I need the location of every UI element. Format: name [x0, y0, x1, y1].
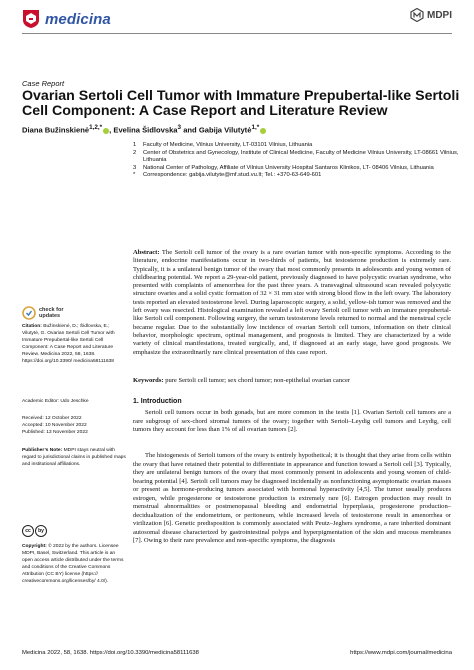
publisher-note-label: Publisher’s Note: [22, 448, 63, 453]
citation-text: Bužinskienė, D.; Šidlovska, E.; Vilutytė, G. Ovarian Sertoli Cell Tumor with Immature Prepubertal-like Sertoli Cell Component: A Case Report and Literature Review. Medicina 2022, 58, 1638. https://doi.org/10.3390/ medicina58111638 [22, 324, 115, 364]
intro-paragraph: Sertoli cell tumors occur in both gonads, but are more common in the testis [1]. Ovarian Sertoli cell tumors are a rare subgroup of sex-chord stromal tumors of the ovary; together with Sertoli–Leydig cell tumors and Leydig, cell tumors they account for less than 1% of all ovarian tumors [2]. [133, 409, 451, 433]
citation-label: Citation: [22, 324, 42, 329]
affiliation-item: 2 Center of Obstetrics and Gynecology, Institute of Clinical Medicine, Faculty of Medicine Vilnius University, LT-08661 Vilnius, Lithuania [133, 149, 459, 164]
section-heading: 1. Introduction [133, 398, 182, 405]
page-footer [22, 650, 452, 656]
date-published: Published: 13 November 2022 [22, 429, 88, 435]
affiliation-item: 1 Faculty of Medicine, Vilnius University, LT-03101 Vilnius, Lithuania [133, 142, 313, 148]
check-updates-line2: updates [39, 313, 61, 319]
orcid-icon[interactable] [103, 128, 109, 134]
check-updates-line1: check for [39, 307, 64, 313]
publisher-logo[interactable] [410, 8, 452, 22]
footer-journal-url[interactable]: https://www.mdpi.com/journal/medicina [350, 650, 452, 656]
page-header [0, 0, 474, 36]
keywords-text: pure Sertoli cell tumor; sex chord tumor; non-epithelial ovarian cancer [165, 377, 351, 384]
author-name: Gabija Vilutytė [198, 125, 252, 135]
editor-label: Academic Editor: [22, 399, 59, 404]
check-updates-icon [22, 306, 36, 320]
cc-license-badge[interactable] [22, 525, 48, 537]
dates-block [22, 416, 127, 437]
copyright-text: © 2022 by the authors. Licensee MDPI, Basel, Switzerland. This article is an open access article distributed under the terms and conditions of the Creative Commons Attribution (CC BY) license (https:// creativecommons.org/licenses/by/ 4.0/). [22, 544, 124, 584]
article-type: Case Report [22, 79, 65, 88]
cc-icon: cc [22, 525, 34, 537]
publisher-note-text: MDPI stays neutral with regard to jurisdictional claims in published maps and institutional affiliations. [22, 448, 126, 467]
author-affiliation-mark: 3 [177, 124, 182, 131]
affiliation-list [133, 142, 463, 180]
abstract-label: Abstract: [133, 249, 160, 256]
article-title: Ovarian Sertoli Cell Tumor with Immature Prepubertal-like Sertoli Cell Component: A Case Report and Literature Review [22, 88, 460, 119]
publisher-name: MDPI [427, 9, 452, 21]
keywords [133, 377, 451, 385]
citation-block [22, 324, 127, 365]
intro-paragraph: The histogenesis of Sertoli tumors of the ovary is entirely hypothetical; it is thought that they arise from cells within the ovary that have retained their potential to differentiate in appearance and function toward a Sertoli cell [3]. Typically, they are unilateral benign tumors of the ovary that most commonly present in adolescents and young women of child-bearing potential [4]. Sertoli cell tumors may be diagnosed incidentally as nonfunctioning asymptomatic ovarian masses or present as hormone-producing tumors associated with hormonal hyperactivity [4,5]. The tumor usually produces estrogen, while progesterone or testosterone production is extremely rare [6]. Estrogen production may result in menstrual abnormalities or postmenopausal bleeding and endometrial hyperplasia, progesterone production–decidualization of the endometrium, or peritoneum, while increased levels of testosterone result in amenorrhea or virilization [6]. Genetic predisposition is commonly associated with Peutz–Jeghers syndrome, a rare inherited dominant autosomal disease characterized by gastrointestinal polyps and hyperpigmentation of the skin and mucous membranes [7]. Owing to their rare prevalence and non-specific symptoms, the diagnosis [133, 452, 451, 544]
check-for-updates-badge[interactable] [22, 306, 63, 320]
affiliation-item: 3 National Center of Pathology, Affiliate of Vilnius University Hospital Santaros Klinikos, LT- 08406 Vilnius, Lithuania [133, 164, 434, 171]
publisher-note [22, 448, 127, 469]
academic-editor [22, 399, 127, 406]
footer-citation[interactable]: Medicina 2022, 58, 1638. https://doi.org/10.3390/medicina58111638 [22, 650, 199, 656]
keywords-label: Keywords: [133, 377, 164, 384]
abstract [133, 249, 451, 357]
author-affiliation-mark: 1,2,* [89, 124, 103, 131]
copyright-label: Copyright: [22, 544, 47, 549]
author-name: Diana Bužinskienė [22, 125, 90, 135]
journal-logo[interactable] [22, 9, 111, 29]
editor-name: Udo Jeschke [60, 399, 89, 404]
journal-seal-icon [22, 9, 40, 29]
author-affiliation-mark: 1,* [251, 124, 260, 131]
copyright-block [22, 544, 127, 585]
orcid-icon[interactable] [260, 128, 266, 134]
author-list: Diana Bužinskienė$^{1,2,*}$ , Evelina Šidlovska$^3$ and Gabija Vilutytė$^{1,*}$ [22, 124, 266, 135]
mdpi-icon [410, 8, 424, 22]
journal-name: medicina [45, 10, 111, 28]
header-divider [22, 33, 452, 34]
author-name: Evelina Šidlovska [113, 125, 178, 135]
abstract-text: The Sertoli cell tumor of the ovary is a rare ovarian tumor with non-specific symptoms. According to the literature, endocrine manifestations occur in two-thirds of patients, but testosterone production is extremely rare. Typically, it is a unilateral benign tumor of the ovary that most commonly presents in adolescents and young women of childbearing potential. We report a 29-year-old patient, previously diagnosed to have polycystic ovarian syndrome, who presented with complaints of amenorrhea for the past three years. A transvaginal ultrasound scan revealed polycystic structure ovaries and a solid cystic formation of 32 × 31 mm size with strong blood flow in the left ovary. The laboratory tests reported an elevated testosterone level. During laparoscopic surgery, a solid, yellow-ish tumor was removed and the left ovary was resected. Histological examination revealed a left ovary Sertoli cell tumor with an immature prepubertal-like Sertoli cell component. Following surgery, the serum testosterone levels returned to normal and the menstrual cycle became regular. Due to the substantially low incidence of ovarian Sertoli cell tumors, information on their clinical behavior, morphologic spectrum, optimal management, and prognosis is limited. They are characterized by a wide variety of clinical manifestations, treated surgically, and, if diagnosed at an early stage, have good prognosis. We emphasize the extraordinarily rare clinical presentation of this case report. [133, 249, 451, 356]
by-icon: by [35, 525, 47, 537]
date-received: Received: 12 October 2022 [22, 416, 82, 421]
date-accepted: Accepted: 10 November 2022 [22, 422, 87, 428]
correspondence: * Correspondence: gabija.vilutyte@mf.stud.vu.lt; Tel.: +370-63-649-601 [133, 172, 322, 179]
